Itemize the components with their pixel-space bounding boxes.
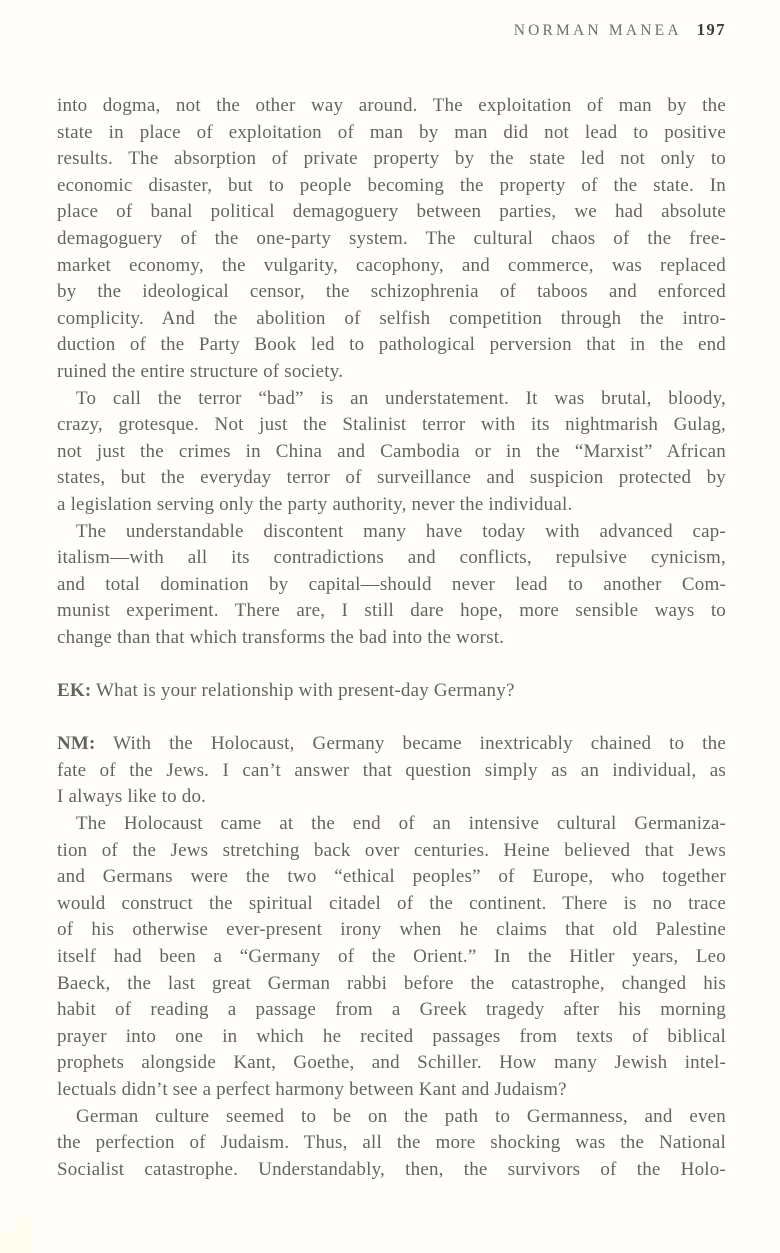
header-author: NORMAN MANEA [513,22,682,39]
text-line: Baeck, the last great German rabbi before the catastrophe, changed his [57,972,726,994]
text-line: of his otherwise ever-present irony when he claims that old Palestine [57,919,726,941]
text-line: into dogma, not the other way around. The exploitation of man by the [57,95,726,116]
text-line: economic disaster, but to people becoming the property of the state. In [57,174,726,196]
text-line: would construct the spiritual citadel of the continent. There is no trace [57,892,726,914]
paragraph [57,386,726,519]
text-line: Socialist catastrophe. Understandably, then, the survivors of the Holo- [57,1158,726,1180]
paragraph [57,93,726,386]
text-line: The understandable discontent many have today with advanced cap- [76,520,726,542]
text-line: market economy, the vulgarity, cacophony, and commerce, was replaced [57,254,726,276]
paragraph [57,678,726,705]
text-line: To call the terror “bad” is an understatement. It was brutal, bloody, [76,387,726,409]
text-line: results. The absorption of private property by the state led not only to [57,148,726,170]
text-line: state in place of exploitation of man by man did not lead to positive [57,121,726,143]
text-line: prophets alongside Kant, Goethe, and Schiller. How many Jewish intel- [57,1052,726,1074]
body-text [57,93,726,1183]
text-line: habit of reading a passage from a Greek tragedy after his morning [57,999,726,1021]
text-line: complicity. And the abolition of selfish competition through the intro- [57,307,726,329]
text-line: tion of the Jews stretching back over centuries. Heine believed that Jews [57,839,726,861]
text-line: ruined the entire structure of society. [57,360,344,382]
text-line: EK: What is your relationship with present-day Germany? [57,680,515,702]
text-line: by the ideological censor, the schizophrenia of taboos and enforced [57,281,726,303]
text-line: not just the crimes in China and Cambodia or in the “Marxist” African [57,440,726,462]
speaker-label: EK: [57,680,92,702]
text-line: place of banal political demagoguery between parties, we had absolute [57,201,726,223]
text-line: crazy, grotesque. Not just the Stalinist terror with its nightmarish Gulag, [57,414,726,436]
text-line: The Holocaust came at the end of an intensive cultural Germaniza- [76,813,726,835]
paragraph [57,811,726,1104]
running-header [514,20,726,40]
text-line: duction of the Party Book led to pathological perversion that in the end [57,334,726,356]
scan-artifact [0,1232,33,1253]
text-line: change than that which transforms the bad into the worst. [57,626,505,648]
text-line: and total domination by capital—should never lead to another Com- [57,573,726,595]
text-line: states, but the everyday terror of surveillance and suspicion protected by [57,467,726,489]
text-line: lectuals didn’t see a perfect harmony between Kant and Judaism? [57,1078,567,1100]
text-line: munist experiment. There are, I still dare hope, more sensible ways to [57,600,726,622]
paragraph [57,731,726,811]
header-page-number: 197 [696,20,726,39]
text-line: italism—with all its contradictions and conflicts, repulsive cynicism, [57,547,726,569]
text-line: I always like to do. [57,786,207,808]
paragraph [57,519,726,652]
paragraph [57,1104,726,1184]
text-line: demagoguery of the one-party system. The cultural chaos of the free- [57,227,726,249]
text-line: prayer into one in which he recited passages from texts of biblical [57,1025,726,1047]
text-line: itself had been a “Germany of the Orient.” In the Hitler years, Leo [57,946,726,967]
text-line: a legislation serving only the party authority, never the individual. [57,493,573,515]
text-line: fate of the Jews. I can’t answer that question simply as an individual, as [57,759,726,781]
text-line: the perfection of Judaism. Thus, all the more shocking was the National [57,1132,726,1154]
text-line: NM: With the Holocaust, Germany became inextricably chained to the [57,733,726,755]
speaker-label: NM: [57,733,96,755]
text-line: and Germans were the two “ethical peoples” of Europe, who together [57,866,726,888]
text-line: German culture seemed to be on the path to Germanness, and even [76,1105,726,1127]
